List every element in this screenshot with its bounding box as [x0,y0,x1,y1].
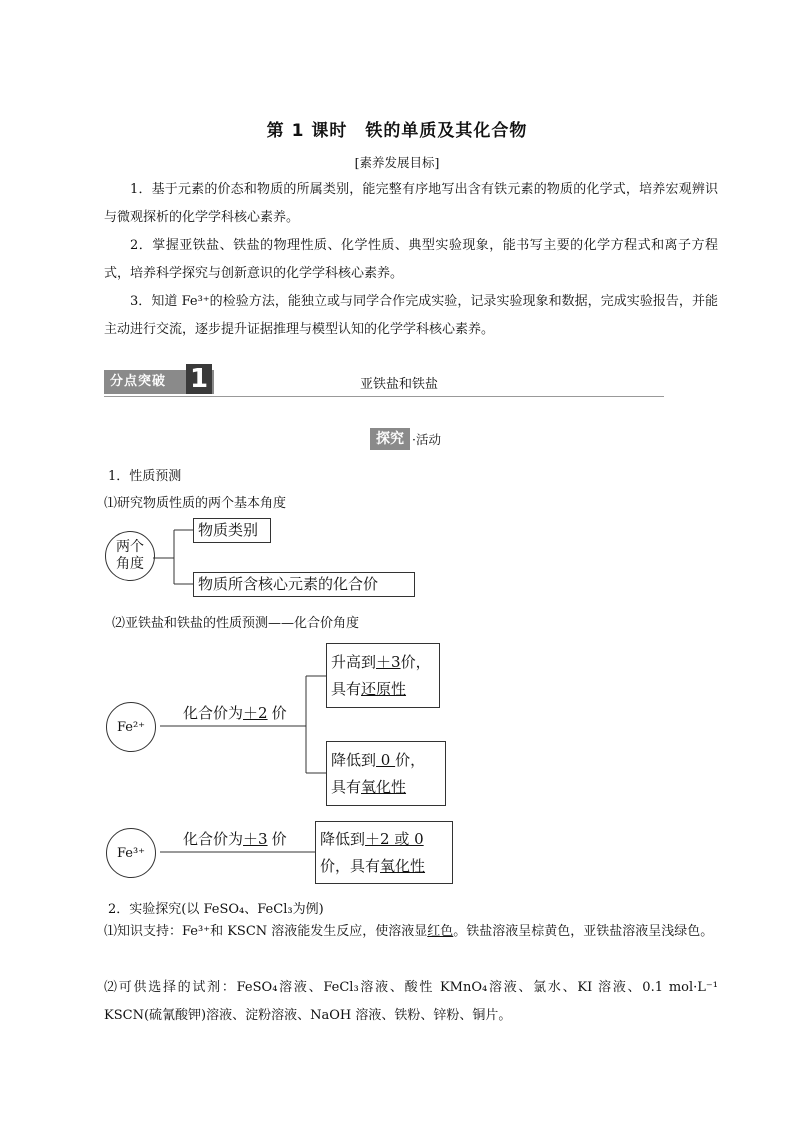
item-1-1-heading: ⑴研究物质性质的两个基本角度 [104,496,287,511]
fe3-box [315,821,453,884]
section-badge: 分点突破 [104,370,214,394]
item-2-heading: 2．实验探究(以 FeSO₄、FeCl₃为例) [108,902,324,917]
fe2-down-pre: 降低到 [331,751,377,769]
goals-heading: [素养发展目标] [354,155,440,170]
activity-badge: 探究 [370,428,410,450]
two-angles-circle [105,531,155,581]
section-title: 亚铁盐和铁盐 [360,377,439,392]
fe2-down-box [326,741,446,806]
fe3-line1 [320,826,448,853]
item-2-1-pre: ⑴知识支持：Fe³⁺和 KSCN 溶液能发生反应，使溶液显 [104,924,428,939]
item-1-2-heading: ⑵亚铁盐和铁盐的性质预测——化合价角度 [112,616,360,631]
fe3-oxidizing-property: 氧化性 [380,857,426,875]
item-2-1-post: 。铁盐溶液呈棕黄色，亚铁盐溶液呈浅绿色。 [453,924,714,939]
fe3-line1-pre: 降低到 [320,830,366,848]
fe2-up-value: ＋3 [376,653,401,671]
fe2-circle [106,702,156,752]
item-2-1-red: 红色 [427,924,454,939]
fe2-down-post: 价， [395,751,426,769]
fe3-valence-label [183,828,287,849]
fe2-oxidizing-property: 氧化性 [361,778,407,796]
fe2-ion: Fe²⁺ [116,719,146,735]
fe2-reducing-property: 还原性 [361,680,407,698]
fe3-line2-pre: 价，具有 [320,857,381,875]
fe3-line2 [320,853,448,880]
item-2-2: ⑵可供选择的试剂：FeSO₄溶液、FeCl₃溶液、酸性 KMnO₄溶液、氯水、KI 溶液、0.1 mol·L⁻¹ KSCN(硫氰酸钾)溶液、淀粉溶液、NaOH 溶液、铁粉、锌粉、铜片。 [104,980,718,1023]
item-2-1 [104,918,718,946]
goal-1-text: 1．基于元素的价态和物质的所属类别，能完整有序地写出含有铁元素的物质的化学式，培养宏观辨识与微观探析的化学学科核心素养。 [104,182,718,225]
substance-category-box: 物质类别 [193,518,271,543]
goal-3-text: 3．知道 Fe³⁺的检验方法，能独立或与同学合作完成实验，记录实验现象和数据，完成实验报告，并能主动进行交流，逐步提升证据推理与模型认知的化学学科核心素养。 [104,294,718,337]
section-number: 1 [186,364,212,394]
fe2-valence-value: ＋2 [243,704,268,722]
fe2-up-line1 [331,649,435,676]
fe2-up-post: 价， [400,653,431,671]
fe3-ion: Fe³⁺ [116,845,146,861]
fe2-valence-post: 价 [271,704,287,722]
fe2-up-line2-pre: 具有 [331,680,362,698]
fe2-down-line2 [331,774,441,801]
activity-suffix: ·活动 [412,432,441,447]
page-title: 第 1 课时 铁的单质及其化合物 [266,121,528,141]
fe3-valence-post: 价 [271,830,287,848]
fe2-down-value: 0 [376,751,396,769]
fe2-up-line2 [331,676,435,703]
fe2-up-pre: 升高到 [331,653,377,671]
valence-box: 物质所含核心元素的化合价 [193,572,415,597]
goal-2-text: 2．掌握亚铁盐、铁盐的物理性质、化学性质、典型实验现象，能书写主要的化学方程式和离子方程式，培养科学探究与创新意识的化学学科核心素养。 [104,238,718,281]
fe2-valence-label [183,702,287,723]
fe2-down-line1 [331,747,441,774]
fe2-up-box [326,643,440,708]
fe3-circle [106,828,156,878]
fe3-line1-value: ＋2 或 0 [365,830,424,848]
fe2-down-line2-pre: 具有 [331,778,362,796]
fe3-valence-value: ＋3 [243,830,268,848]
fe2-valence-pre: 化合价为 [183,704,244,722]
fe3-valence-pre: 化合价为 [183,830,244,848]
item-1-heading: 1．性质预测 [108,469,182,484]
two-angles-label: 两个角度 [116,539,144,572]
